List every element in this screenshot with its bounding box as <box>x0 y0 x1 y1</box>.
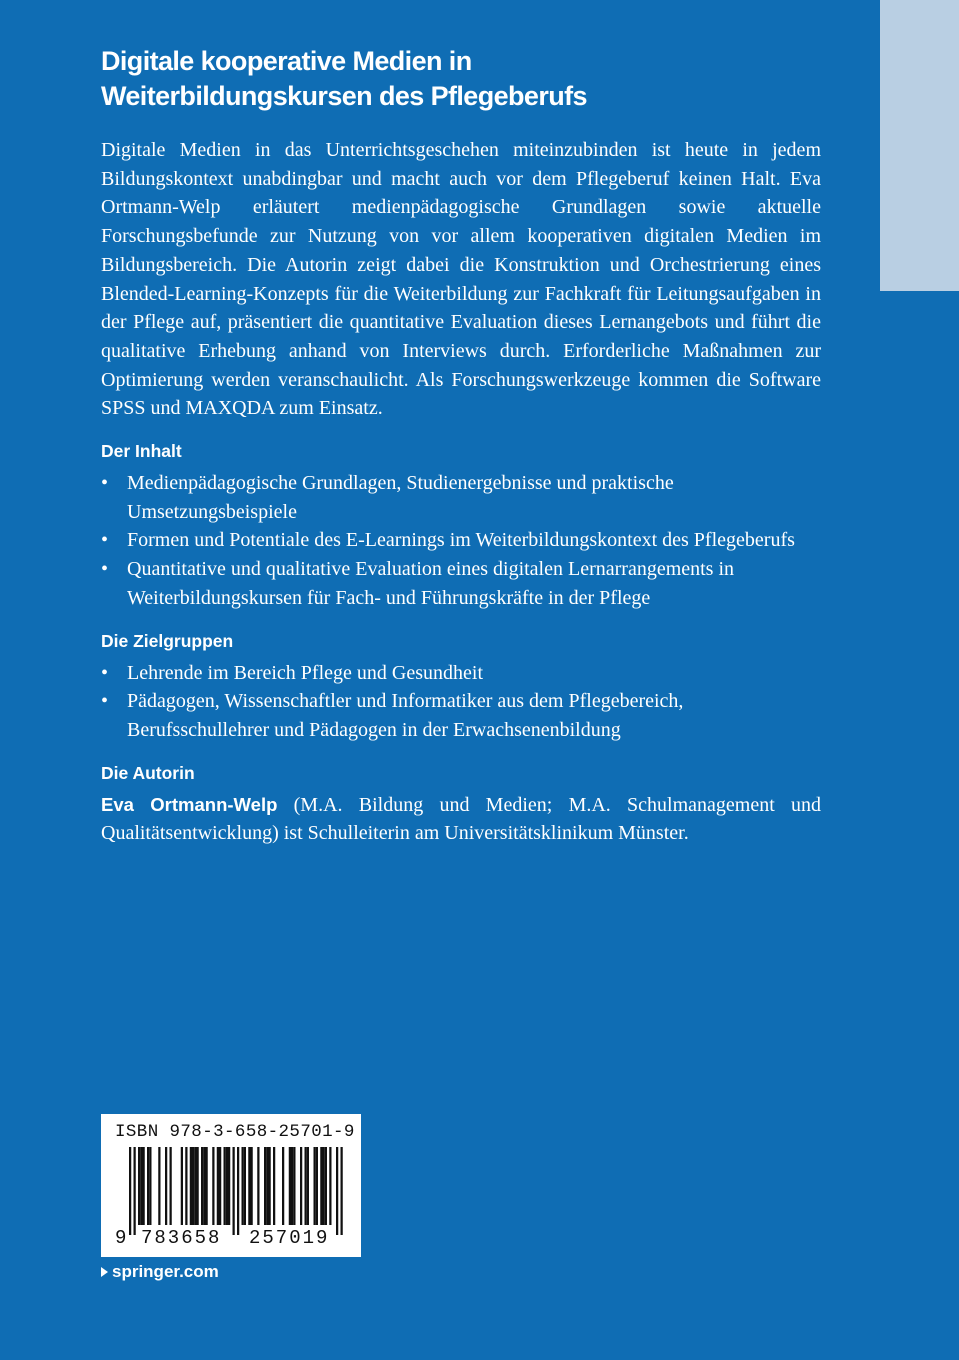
barcode-bar <box>138 1147 140 1225</box>
barcode-bar <box>305 1147 307 1225</box>
barcode-bar <box>273 1147 275 1225</box>
barcode-bar <box>212 1147 214 1225</box>
barcode-bar <box>300 1147 302 1225</box>
barcode-bar <box>336 1147 338 1235</box>
barcode-bar <box>170 1147 172 1225</box>
inhalt-item-text: Formen und Potentiale des E-Learnings im Weiterbildungskontext des Pflegeberufs <box>127 529 795 552</box>
barcode-bar <box>158 1147 160 1225</box>
barcode-bar <box>269 1147 271 1225</box>
barcode-bar <box>266 1147 268 1225</box>
barcode-bar <box>194 1147 196 1225</box>
bullet-icon: • <box>101 558 109 581</box>
barcode-bar <box>129 1147 131 1235</box>
barcode-bar <box>242 1147 244 1225</box>
barcode-bar <box>149 1147 151 1225</box>
barcode-bar <box>219 1147 221 1225</box>
barcode-bar <box>143 1147 145 1225</box>
barcode-bar <box>307 1147 309 1225</box>
bullet-icon: • <box>101 472 109 495</box>
zielgruppen-item-text: Lehrende im Bereich Pflege und Gesundheit <box>127 661 483 684</box>
barcode-bar <box>217 1147 219 1225</box>
barcode-bar <box>323 1147 325 1225</box>
cover-content <box>101 44 821 848</box>
inhalt-heading: Der Inhalt <box>101 441 182 462</box>
inhalt-item-text: Medienpädagogische Grundlagen, Studienergebnisse und praktische Umsetzungsbeispiele <box>127 472 674 523</box>
zielgruppen-list <box>101 659 821 745</box>
book-title <box>101 44 821 114</box>
inhalt-item <box>101 526 821 555</box>
zielgruppen-item <box>101 659 821 688</box>
book-title-line-2: Weiterbildungskursen des Pflegeberufs <box>101 81 587 111</box>
barcode-bar <box>341 1147 343 1235</box>
barcode-bar <box>329 1147 331 1225</box>
author-bio-text: (M.A. Bildung und Medien; M.A. Schulmanagement und Qualitätsentwicklung) ist Schulleiterin am Universitätsklinikum Münster. <box>101 793 821 845</box>
inhalt-list <box>101 469 821 613</box>
barcode-bar <box>282 1147 284 1225</box>
inhalt-item <box>101 555 821 612</box>
author-name: Eva Ortmann-Welp <box>101 793 278 815</box>
barcode-bar <box>165 1147 167 1225</box>
bullet-icon: • <box>101 661 109 684</box>
barcode-bar <box>251 1147 253 1225</box>
ean-first-digit: 9 <box>115 1227 129 1249</box>
isbn-label: ISBN 978-3-658-25701-9 <box>115 1122 355 1142</box>
zielgruppen-item <box>101 687 821 744</box>
barcode-bar <box>293 1147 295 1225</box>
zielgruppen-item-text: Pädagogen, Wissenschaftler und Informatiker aus dem Pflegebereich, Berufsschullehrer und Pädagogen in der Erwachsenenbildung <box>127 690 684 741</box>
barcode-bar <box>320 1147 322 1225</box>
inhalt-item <box>101 469 821 526</box>
springer-link-text: springer.com <box>112 1262 219 1281</box>
isbn-barcode <box>101 1114 361 1257</box>
zielgruppen-heading: Die Zielgruppen <box>101 630 234 651</box>
bullet-icon: • <box>101 529 109 552</box>
barcode-bar <box>206 1147 208 1225</box>
barcode-bar <box>314 1147 316 1225</box>
barcode-bar <box>226 1147 228 1225</box>
springer-link[interactable] <box>101 1262 219 1282</box>
ean-right-digits: 257019 <box>249 1227 330 1249</box>
side-strip <box>880 0 959 291</box>
barcode-bar <box>192 1147 194 1225</box>
book-description: Digitale Medien in das Unterrichtsgeschehen miteinzubinden ist heute in jedem Bildungskontext unabdingbar und macht auch vor dem Pflegeberuf keinen Halt. Eva Ortmann-Welp erläutert medienpädagogische Grundlagen sowie aktuelle Forschungsbefunde zur Nutzung von vor allem kooperativen digitalen Medien im Bildungsbereich. Die Autorin zeigt dabei die Konstruktion und Orchestrierung eines Blended-Learning-Konzepts für die Weiterbildung zur Fachkraft für Leitungsaufgaben in der Pflege auf, präsentiert die quantitative Evaluation dieses Lernangebots und führt die qualitative Erhebung anhand von Interviews durch. Erforderliche Maßnahmen zur Optimierung werden veranschaulicht. Als Forschungswerkzeuge kommen die Software SPSS und MAXQDA zum Einsatz. <box>101 139 821 420</box>
ean-left-digits: 783658 <box>141 1227 222 1249</box>
barcode-bar <box>185 1147 187 1225</box>
barcode-bar <box>248 1147 250 1225</box>
barcode-bar <box>291 1147 293 1225</box>
barcode-bar <box>147 1147 149 1225</box>
author-bio <box>101 791 821 848</box>
barcode-bar <box>244 1147 246 1225</box>
barcode-bar <box>224 1147 226 1225</box>
barcode-bar <box>257 1147 259 1225</box>
barcode-bar <box>190 1147 192 1225</box>
barcode-bar <box>181 1147 183 1225</box>
barcode-bar <box>264 1147 266 1225</box>
barcode-bar <box>203 1147 205 1225</box>
barcode-bar <box>201 1147 203 1225</box>
arrow-right-icon <box>101 1267 108 1277</box>
barcode-bar <box>228 1147 230 1225</box>
barcode-bar <box>233 1147 235 1235</box>
autorin-heading: Die Autorin <box>101 762 195 783</box>
barcode-bar <box>237 1147 239 1235</box>
book-title-line-1: Digitale kooperative Medien in <box>101 46 472 76</box>
barcode-bar <box>316 1147 318 1225</box>
bullet-icon: • <box>101 690 109 713</box>
barcode-bar <box>325 1147 327 1225</box>
barcode-bar <box>197 1147 199 1225</box>
barcode-bar <box>289 1147 291 1225</box>
inhalt-item-text: Quantitative und qualitative Evaluation eines digitalen Lernarrangements in Weiterbildungskursen für Fach- und Führungskräfte in der Pflege <box>127 558 735 609</box>
barcode-bar <box>134 1147 136 1235</box>
barcode-bar <box>140 1147 142 1225</box>
